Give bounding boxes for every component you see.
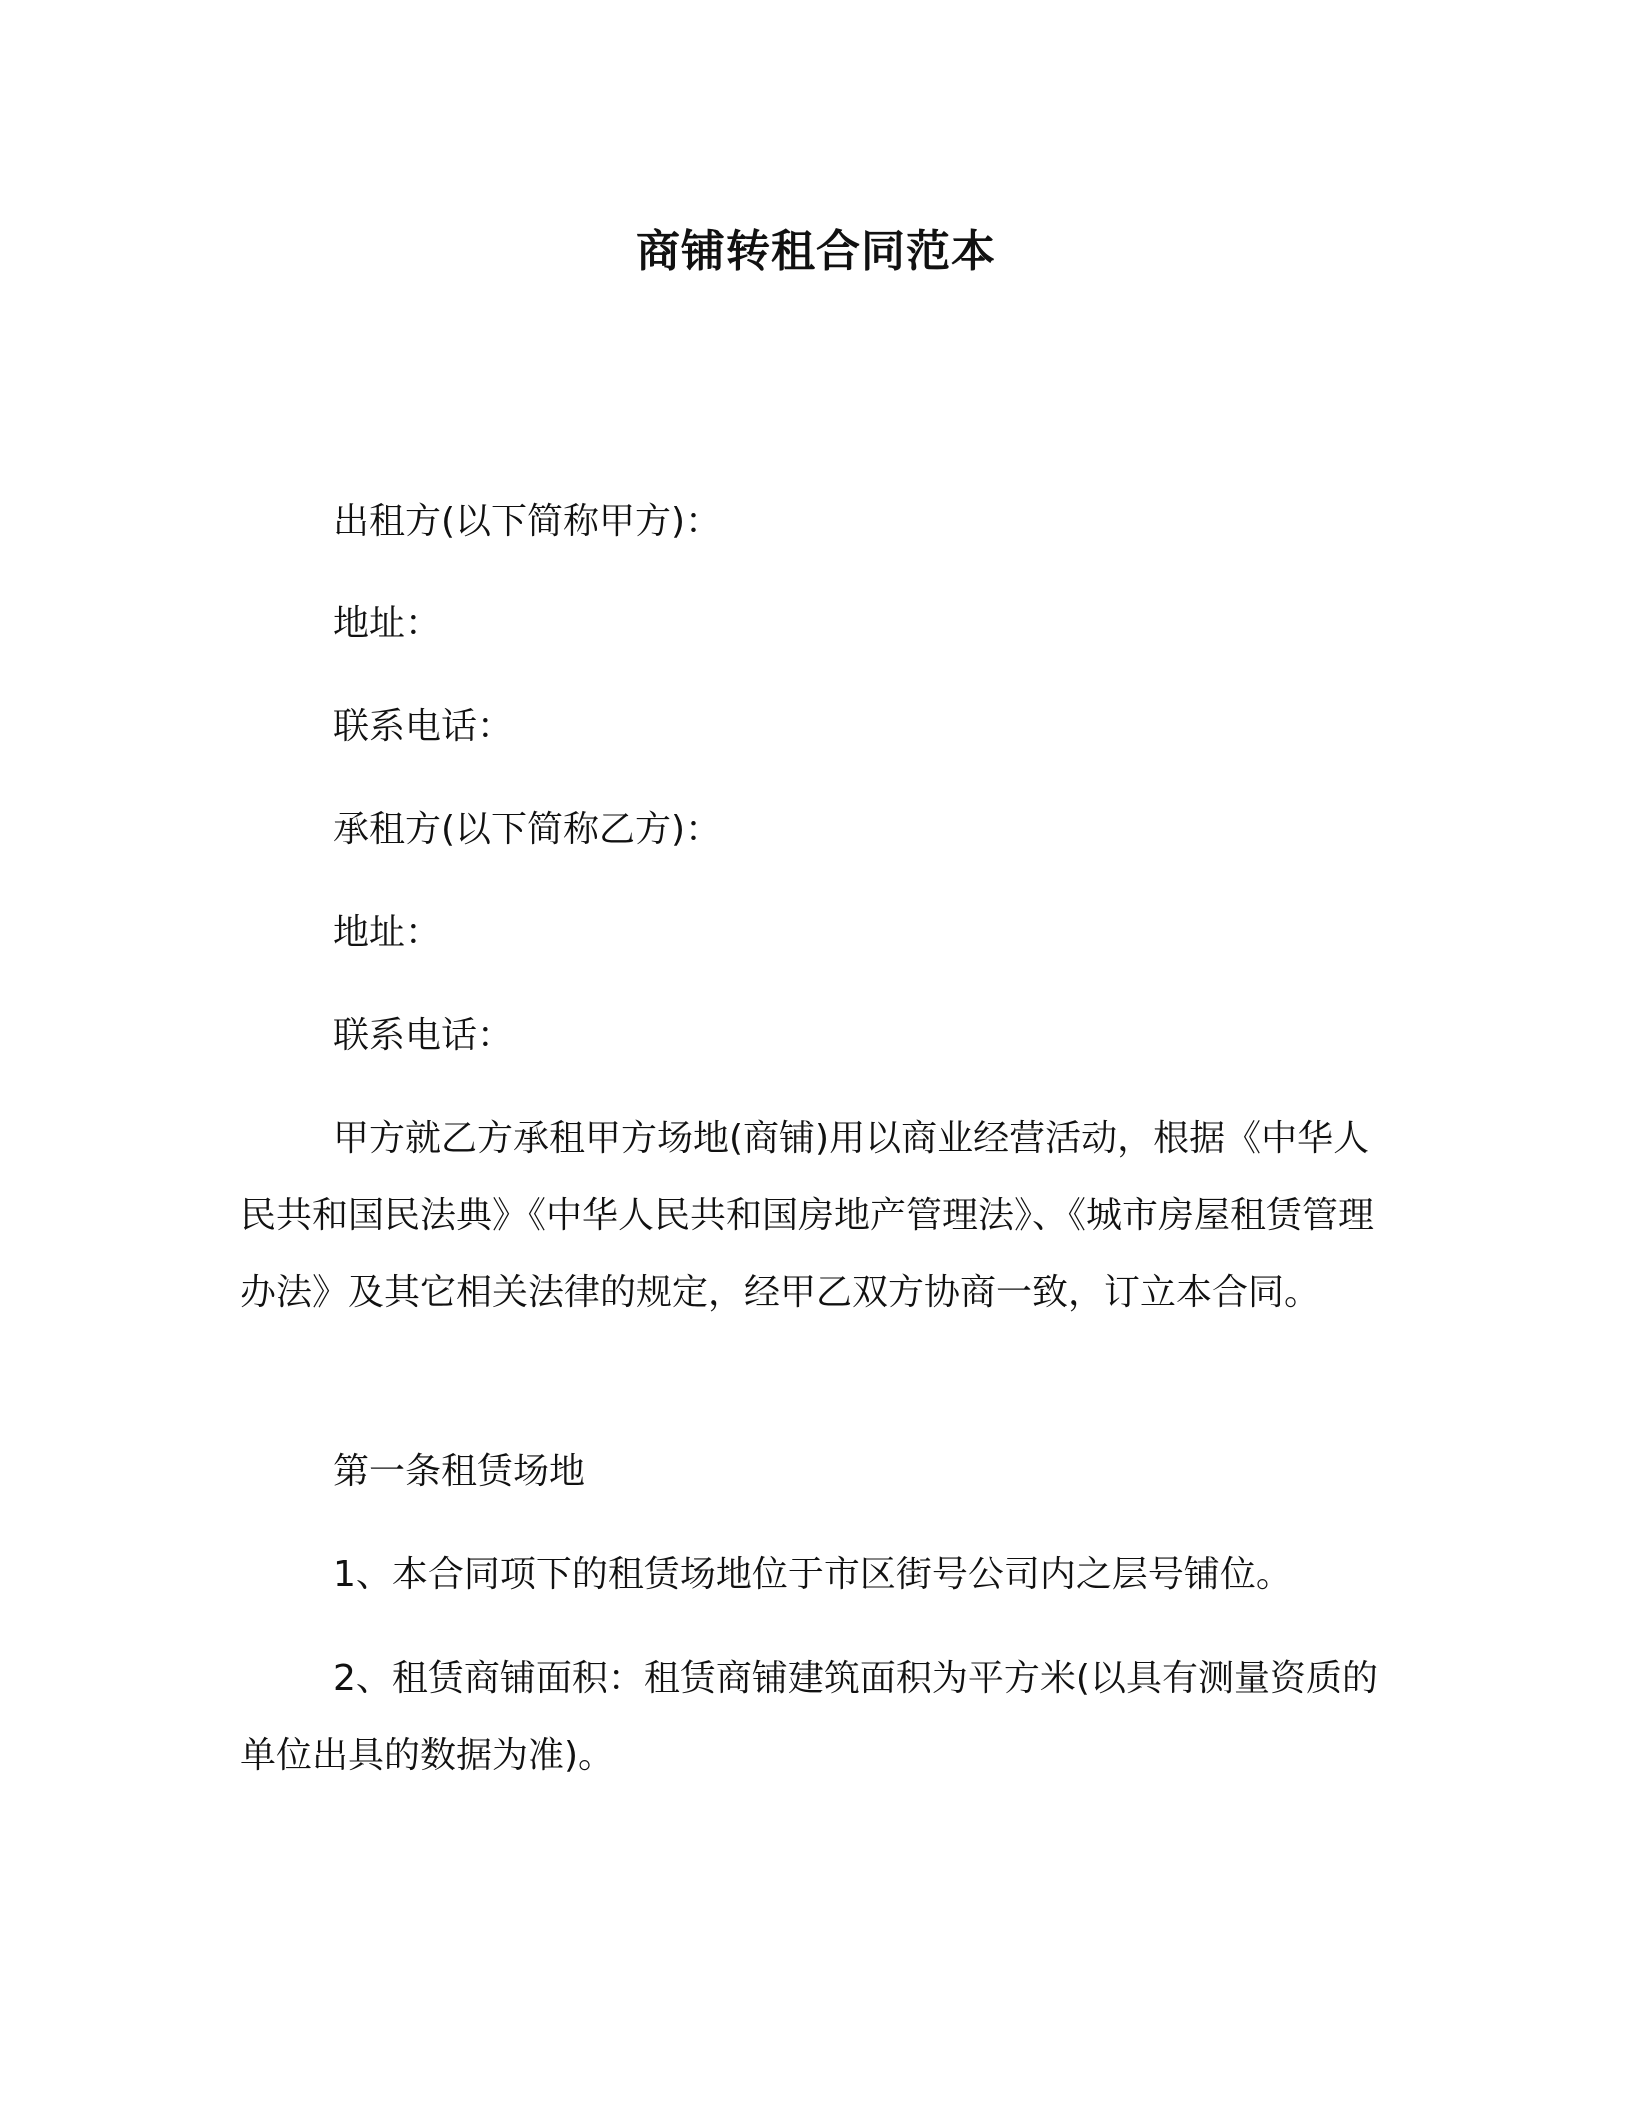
lessor-label: 出租方(以下简称甲方)： [333,501,722,542]
article1-heading: 第一条租赁场地 [333,1451,586,1492]
article1-item2: 2、租赁商铺面积：租赁商铺建筑面积为平方米(以具有测量资质的单位出具的数据为准)。 [240,1658,1378,1776]
preamble-paragraph: 甲方就乙方承租甲方场地(商铺)用以商业经营活动，根据《中华人民共和国民法典》《中华人民共和国房地产管理法》、《城市房屋租赁管理办法》及其它相关法律的规定，经甲乙双方协商一致，订立本合同。 [240,1118,1375,1313]
lessee-phone-label: 联系电话： [333,1015,514,1056]
lessor-address-label: 地址： [333,603,442,644]
document-title: 商铺转租合同范本 [636,226,996,277]
lessee-address-label: 地址： [333,912,442,953]
article1-item1: 1、本合同项下的租赁场地位于市区街号公司内之层号铺位。 [333,1554,1292,1595]
lessor-phone-label: 联系电话： [333,706,514,747]
lessee-label: 承租方(以下简称乙方)： [333,809,722,850]
